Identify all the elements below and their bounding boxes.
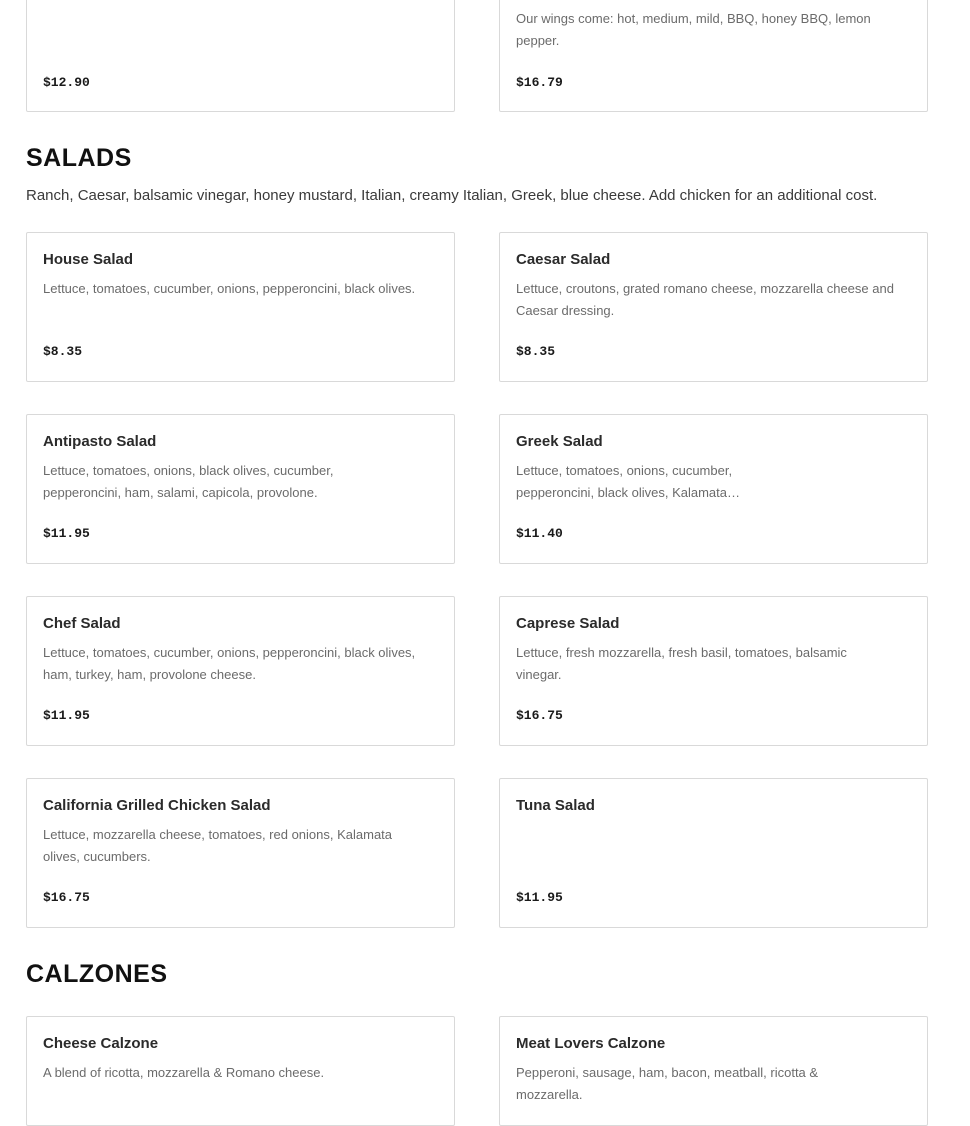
menu-item-card[interactable] — [26, 778, 455, 928]
item-name: Chef Salad — [43, 615, 121, 632]
item-price: $16.75 — [516, 708, 563, 723]
item-description: Lettuce, tomatoes, onions, cucumber, pepperoncini, black olives, Kalamata… — [516, 463, 741, 500]
menu-item-card[interactable] — [499, 778, 928, 928]
item-name: Tuna Salad — [516, 797, 595, 814]
item-name: Greek Salad — [516, 433, 603, 450]
item-name: Caesar Salad — [516, 251, 611, 268]
item-name: House Salad — [43, 251, 134, 268]
item-description: Pepperoni, sausage, ham, bacon, meatball, ricotta & mozzarella. — [516, 1065, 819, 1102]
item-description: Lettuce, croutons, grated romano cheese, mozzarella cheese and Caesar dressing. — [516, 281, 894, 318]
item-name: California Grilled Chicken Salad — [43, 797, 271, 814]
item-price: $11.95 — [43, 526, 90, 541]
item-price: $11.95 — [516, 890, 563, 905]
item-name: Caprese Salad — [516, 615, 620, 632]
menu-item-card[interactable] — [26, 0, 455, 112]
item-description: A blend of ricotta, mozzarella & Romano cheese. — [43, 1065, 325, 1080]
menu-item-card[interactable] — [26, 232, 455, 382]
item-price: $12.90 — [43, 75, 90, 90]
menu-item-card[interactable] — [26, 1016, 455, 1126]
item-price: $11.95 — [43, 708, 90, 723]
menu-item-card[interactable] — [499, 596, 928, 746]
item-description: Lettuce, fresh mozzarella, fresh basil, tomatoes, balsamic vinegar. — [516, 645, 847, 682]
item-name: Cheese Calzone — [43, 1035, 159, 1052]
item-price: $8.35 — [516, 344, 556, 359]
item-price: $11.40 — [516, 526, 563, 541]
item-price: $16.79 — [516, 75, 563, 90]
menu-item-card[interactable] — [26, 596, 455, 746]
menu-item-card[interactable] — [499, 414, 928, 564]
menu-item-card[interactable] — [499, 0, 928, 112]
menu-item-card[interactable] — [499, 1016, 928, 1126]
section-description-salads: Ranch, Caesar, balsamic vinegar, honey mustard, Italian, creamy Italian, Greek, blue cheese. Add chicken for an additional cost. — [26, 187, 878, 204]
item-name: Antipasto Salad — [43, 433, 157, 450]
item-description: Lettuce, tomatoes, cucumber, onions, pepperoncini, black olives. — [43, 281, 416, 296]
item-description: Lettuce, mozzarella cheese, tomatoes, red onions, Kalamata olives, cucumbers. — [43, 827, 393, 864]
item-description: Our wings come: hot, medium, mild, BBQ, honey BBQ, lemon pepper. — [516, 11, 871, 48]
item-name: Meat Lovers Calzone — [516, 1035, 666, 1052]
menu-item-card[interactable] — [499, 232, 928, 382]
item-price: $8.35 — [43, 344, 83, 359]
menu-item-card[interactable] — [26, 414, 455, 564]
item-description: Lettuce, tomatoes, onions, black olives, cucumber, pepperoncini, ham, salami, capicola, provolone. — [43, 463, 334, 500]
item-description: Lettuce, tomatoes, cucumber, onions, pepperoncini, black olives, ham, turkey, ham, provolone cheese. — [43, 645, 416, 682]
section-title-salads: SALADS — [26, 144, 132, 172]
item-price: $16.75 — [43, 890, 90, 905]
section-title-calzones: CALZONES — [26, 960, 168, 988]
